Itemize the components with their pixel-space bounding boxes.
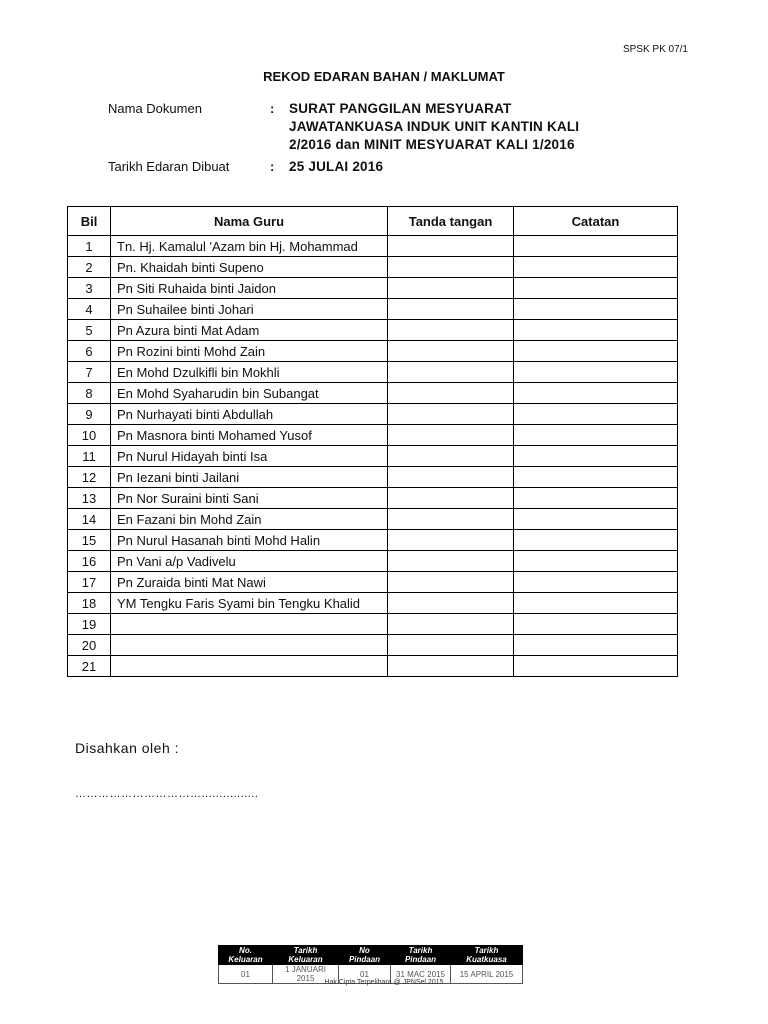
notes-cell [514, 551, 678, 572]
teacher-name: En Mohd Dzulkifli bin Mokhli [111, 362, 388, 383]
notes-cell [514, 572, 678, 593]
notes-cell [514, 320, 678, 341]
signature-cell [388, 320, 514, 341]
signature-cell [388, 509, 514, 530]
signature-cell [388, 530, 514, 551]
row-number: 20 [68, 635, 111, 656]
table-row [68, 299, 678, 320]
revision-header: Tarikh Pindaan [391, 946, 451, 965]
row-number: 4 [68, 299, 111, 320]
table-row [68, 425, 678, 446]
revision-header-row [219, 946, 523, 965]
signature-cell [388, 446, 514, 467]
row-number: 10 [68, 425, 111, 446]
doc-name-line: JAWATANKUASA INDUK UNIT KANTIN KALI [289, 119, 580, 134]
notes-cell [514, 614, 678, 635]
table-row [68, 593, 678, 614]
date-value: 25 JULAI 2016 [289, 159, 384, 174]
table-row [68, 614, 678, 635]
table-row [68, 362, 678, 383]
table-row [68, 341, 678, 362]
teacher-name: Pn Zuraida binti Mat Nawi [111, 572, 388, 593]
signature-cell [388, 299, 514, 320]
signature-cell [388, 656, 514, 677]
teacher-name: Pn Azura binti Mat Adam [111, 320, 388, 341]
notes-cell [514, 236, 678, 257]
teacher-name [111, 656, 388, 677]
signature-cell [388, 362, 514, 383]
table-row [68, 467, 678, 488]
doc-name-label: Nama Dokumen [108, 101, 202, 116]
table-row [68, 551, 678, 572]
signature-cell [388, 593, 514, 614]
table-header-row [68, 207, 678, 236]
table-row [68, 257, 678, 278]
notes-cell [514, 278, 678, 299]
signature-cell [388, 425, 514, 446]
table-row [68, 236, 678, 257]
doc-name-line: SURAT PANGGILAN MESYUARAT [289, 101, 512, 116]
col-header-bil: Bil [68, 207, 111, 236]
teacher-name: YM Tengku Faris Syami bin Tengku Khalid [111, 593, 388, 614]
signature-line: ……………………………................ [75, 788, 259, 800]
teacher-name: Pn Nurul Hidayah binti Isa [111, 446, 388, 467]
document-ref-code: SPSK PK 07/1 [622, 44, 688, 55]
table-row [68, 446, 678, 467]
revision-header: No Pindaan [339, 946, 391, 965]
teacher-name: Pn Rozini binti Mohd Zain [111, 341, 388, 362]
table-row [68, 383, 678, 404]
notes-cell [514, 404, 678, 425]
signature-cell [388, 257, 514, 278]
signature-cell [388, 488, 514, 509]
row-number: 13 [68, 488, 111, 509]
teacher-name: Pn Nurhayati binti Abdullah [111, 404, 388, 425]
table-row [68, 572, 678, 593]
doc-name-line: 2/2016 dan MINIT MESYUARAT KALI 1/2016 [289, 137, 575, 152]
revision-header: Tarikh Kuatkuasa [451, 946, 523, 965]
signature-cell [388, 551, 514, 572]
teacher-name: Pn Vani a/p Vadivelu [111, 551, 388, 572]
teacher-name: En Mohd Syaharudin bin Subangat [111, 383, 388, 404]
teacher-name: Pn. Khaidah binti Supeno [111, 257, 388, 278]
row-number: 14 [68, 509, 111, 530]
table-row [68, 488, 678, 509]
row-number: 5 [68, 320, 111, 341]
distribution-table [67, 206, 678, 677]
revision-value: 1 JANUARI 2015 [273, 965, 339, 984]
notes-cell [514, 488, 678, 509]
notes-cell [514, 635, 678, 656]
row-number: 3 [68, 278, 111, 299]
table-row [68, 530, 678, 551]
signature-cell [388, 404, 514, 425]
copyright-text: Hak Cipta Terpelihara @ JPNSel 2015 [324, 979, 444, 986]
signature-cell [388, 635, 514, 656]
date-colon: : [270, 159, 275, 174]
teacher-name: Tn. Hj. Kamalul 'Azam bin Hj. Mohammad [111, 236, 388, 257]
revision-value: 15 APRIL 2015 [451, 965, 523, 984]
notes-cell [514, 467, 678, 488]
col-header-signature: Tanda tangan [388, 207, 514, 236]
row-number: 6 [68, 341, 111, 362]
revision-value: 01 [339, 965, 391, 984]
table-row [68, 635, 678, 656]
row-number: 16 [68, 551, 111, 572]
row-number: 21 [68, 656, 111, 677]
row-number: 18 [68, 593, 111, 614]
row-number: 2 [68, 257, 111, 278]
notes-cell [514, 446, 678, 467]
row-number: 1 [68, 236, 111, 257]
signature-cell [388, 614, 514, 635]
signature-cell [388, 383, 514, 404]
teacher-name: Pn Masnora binti Mohamed Yusof [111, 425, 388, 446]
notes-cell [514, 383, 678, 404]
notes-cell [514, 257, 678, 278]
teacher-name: En Fazani bin Mohd Zain [111, 509, 388, 530]
signature-cell [388, 467, 514, 488]
notes-cell [514, 362, 678, 383]
signature-cell [388, 236, 514, 257]
notes-cell [514, 299, 678, 320]
doc-name-value [289, 100, 579, 154]
row-number: 15 [68, 530, 111, 551]
table-row [68, 656, 678, 677]
teacher-name: Pn Iezani binti Jailani [111, 467, 388, 488]
table-row [68, 278, 678, 299]
row-number: 9 [68, 404, 111, 425]
row-number: 19 [68, 614, 111, 635]
row-number: 12 [68, 467, 111, 488]
revision-value: 01 [219, 965, 273, 984]
table-row [68, 509, 678, 530]
row-number: 17 [68, 572, 111, 593]
signature-cell [388, 572, 514, 593]
notes-cell [514, 656, 678, 677]
teacher-name [111, 614, 388, 635]
notes-cell [514, 509, 678, 530]
approval-label: Disahkan oleh : [75, 740, 180, 756]
row-number: 7 [68, 362, 111, 383]
notes-cell [514, 341, 678, 362]
teacher-name: Pn Siti Ruhaida binti Jaidon [111, 278, 388, 299]
notes-cell [514, 425, 678, 446]
signature-cell [388, 278, 514, 299]
row-number: 11 [68, 446, 111, 467]
document-title: REKOD EDARAN BAHAN / MAKLUMAT [263, 69, 505, 84]
teacher-name [111, 635, 388, 656]
signature-cell [388, 341, 514, 362]
revision-header: No. Keluaran [219, 946, 273, 965]
date-label: Tarikh Edaran Dibuat [108, 159, 230, 174]
notes-cell [514, 530, 678, 551]
teacher-name: Pn Nurul Hasanah binti Mohd Halin [111, 530, 388, 551]
doc-name-colon: : [270, 101, 275, 116]
teacher-name: Pn Suhailee binti Johari [111, 299, 388, 320]
table-row [68, 404, 678, 425]
col-header-name: Nama Guru [111, 207, 388, 236]
revision-value: 31 MAC 2015 [391, 965, 451, 984]
notes-cell [514, 593, 678, 614]
col-header-notes: Catatan [514, 207, 678, 236]
table-row [68, 320, 678, 341]
row-number: 8 [68, 383, 111, 404]
teacher-name: Pn Nor Suraini binti Sani [111, 488, 388, 509]
revision-header: Tarikh Keluaran [273, 946, 339, 965]
